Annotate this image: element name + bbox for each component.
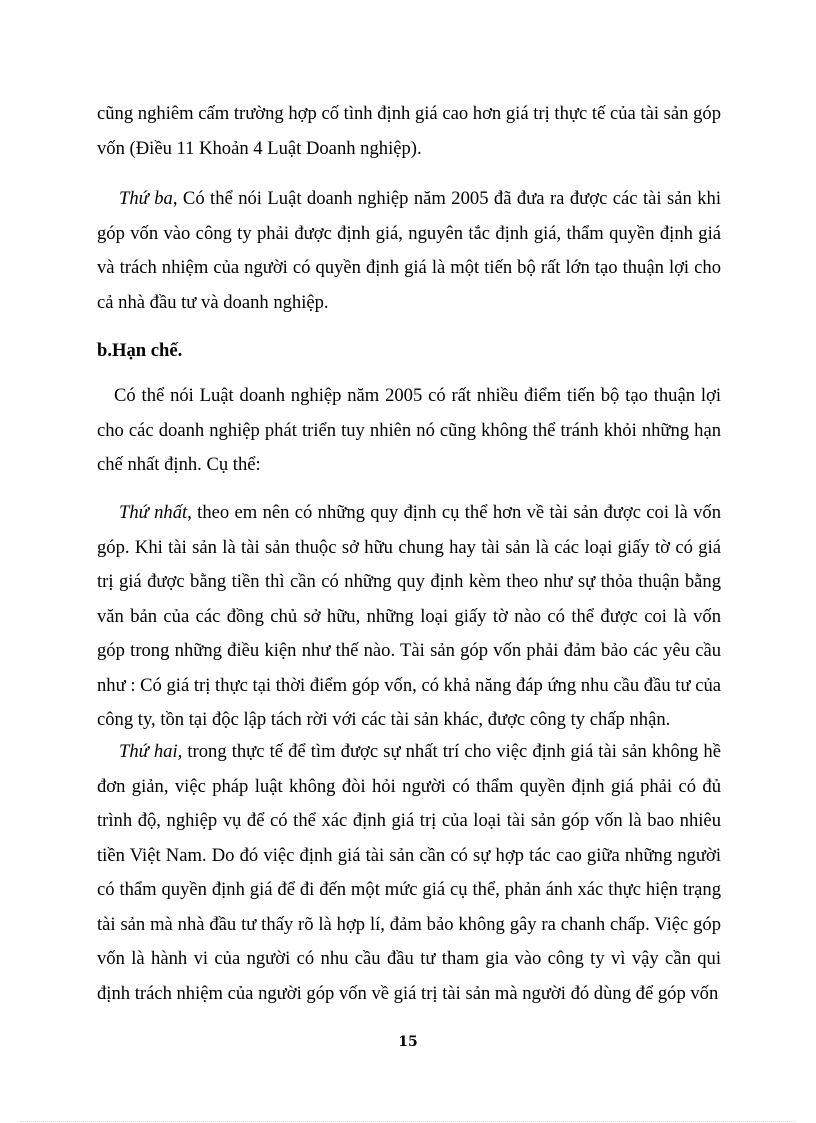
page-number: 15 <box>398 1034 418 1050</box>
paragraph-body-thu-ba: , Có thể nói Luật doanh nghiệp năm 2005 đã đưa ra được các tài sản khi góp vốn vào công ty phải được định giá, nguyên tắc định giá, thẩm quyền định giá và trách nhiệm của người có quyền định giá là một tiến bộ rất lớn tạo thuận lợi cho cả nhà đầu tư và doanh nghiệp. <box>97 188 721 313</box>
paragraph-intro-han-che: Có thể nói Luật doanh nghiệp năm 2005 có rất nhiều điểm tiến bộ tạo thuận lợi cho các doanh nghiệp phát triển tuy nhiên nó cũng không thể tránh khỏi những hạn chế nhất định. Cụ thể: <box>97 385 721 475</box>
page-bottom-divider <box>20 1121 796 1122</box>
paragraph-body-thu-hai: trong thực tế để tìm được sự nhất trí cho việc định giá tài sản không hề đơn giản, việc pháp luật không đòi hỏi người có thẩm quyền định giá phải có đủ trình độ, nghiệp vụ để có thể xác định giá trị của loại tài sản góp vốn là bao nhiêu tiền Việt Nam. Do đó việc định giá tài sản cần có sự hợp tác cao giữa những người có thẩm quyền định giá để đi đến một mức giá cụ thể, phản ánh xác thực hiện trạng tài sản mà nhà đầu tư thấy rõ là hợp lí, đảm bảo không gây ra chanh chấp. Việc góp vốn là hành vi của người có nhu cầu đầu tư tham gia vào công ty vì vậy cần qui định trách nhiệm của người góp vốn về giá trị tài sản mà người đó dùng để góp vốn <box>97 741 721 1004</box>
paragraph-thu-nhat <box>97 496 721 738</box>
paragraph-thu-hai <box>97 735 721 1011</box>
paragraph-thu-ba <box>97 182 721 320</box>
paragraph-lead-thu-nhat: Thứ nhất <box>119 502 188 523</box>
paragraph-lead-thu-hai: Thứ hai, <box>119 741 183 762</box>
section-heading: b.Hạn chế. <box>97 340 183 361</box>
paragraph-lead-thu-ba: Thứ ba <box>119 188 173 209</box>
paragraph-body-thu-nhat: , theo em nên có những quy định cụ thể hơn về tài sản được coi là vốn góp. Khi tài sản là tài sản thuộc sở hữu chung hay tài sản là các loại giấy tờ có giá trị giá được bằng tiền thì cần có những quy định kèm theo như sự thỏa thuận bằng văn bản của các đồng chủ sở hữu, những loại giấy tờ nào có thể được coi là vốn góp trong những điều kiện như thế nào. Tài sản góp vốn phải đảm bảo các yêu cầu như : Có giá trị thực tại thời điểm góp vốn, có khả năng đáp ứng nhu cầu đầu tư của công ty, tồn tại độc lập tách rời với các tài sản khác, được công ty chấp nhận. <box>97 502 722 730</box>
paragraph-continuation: cũng nghiêm cấm trường hợp cố tình định giá cao hơn giá trị thực tế của tài sản góp vốn (Điều 11 Khoản 4 Luật Doanh nghiệp). <box>97 103 721 159</box>
